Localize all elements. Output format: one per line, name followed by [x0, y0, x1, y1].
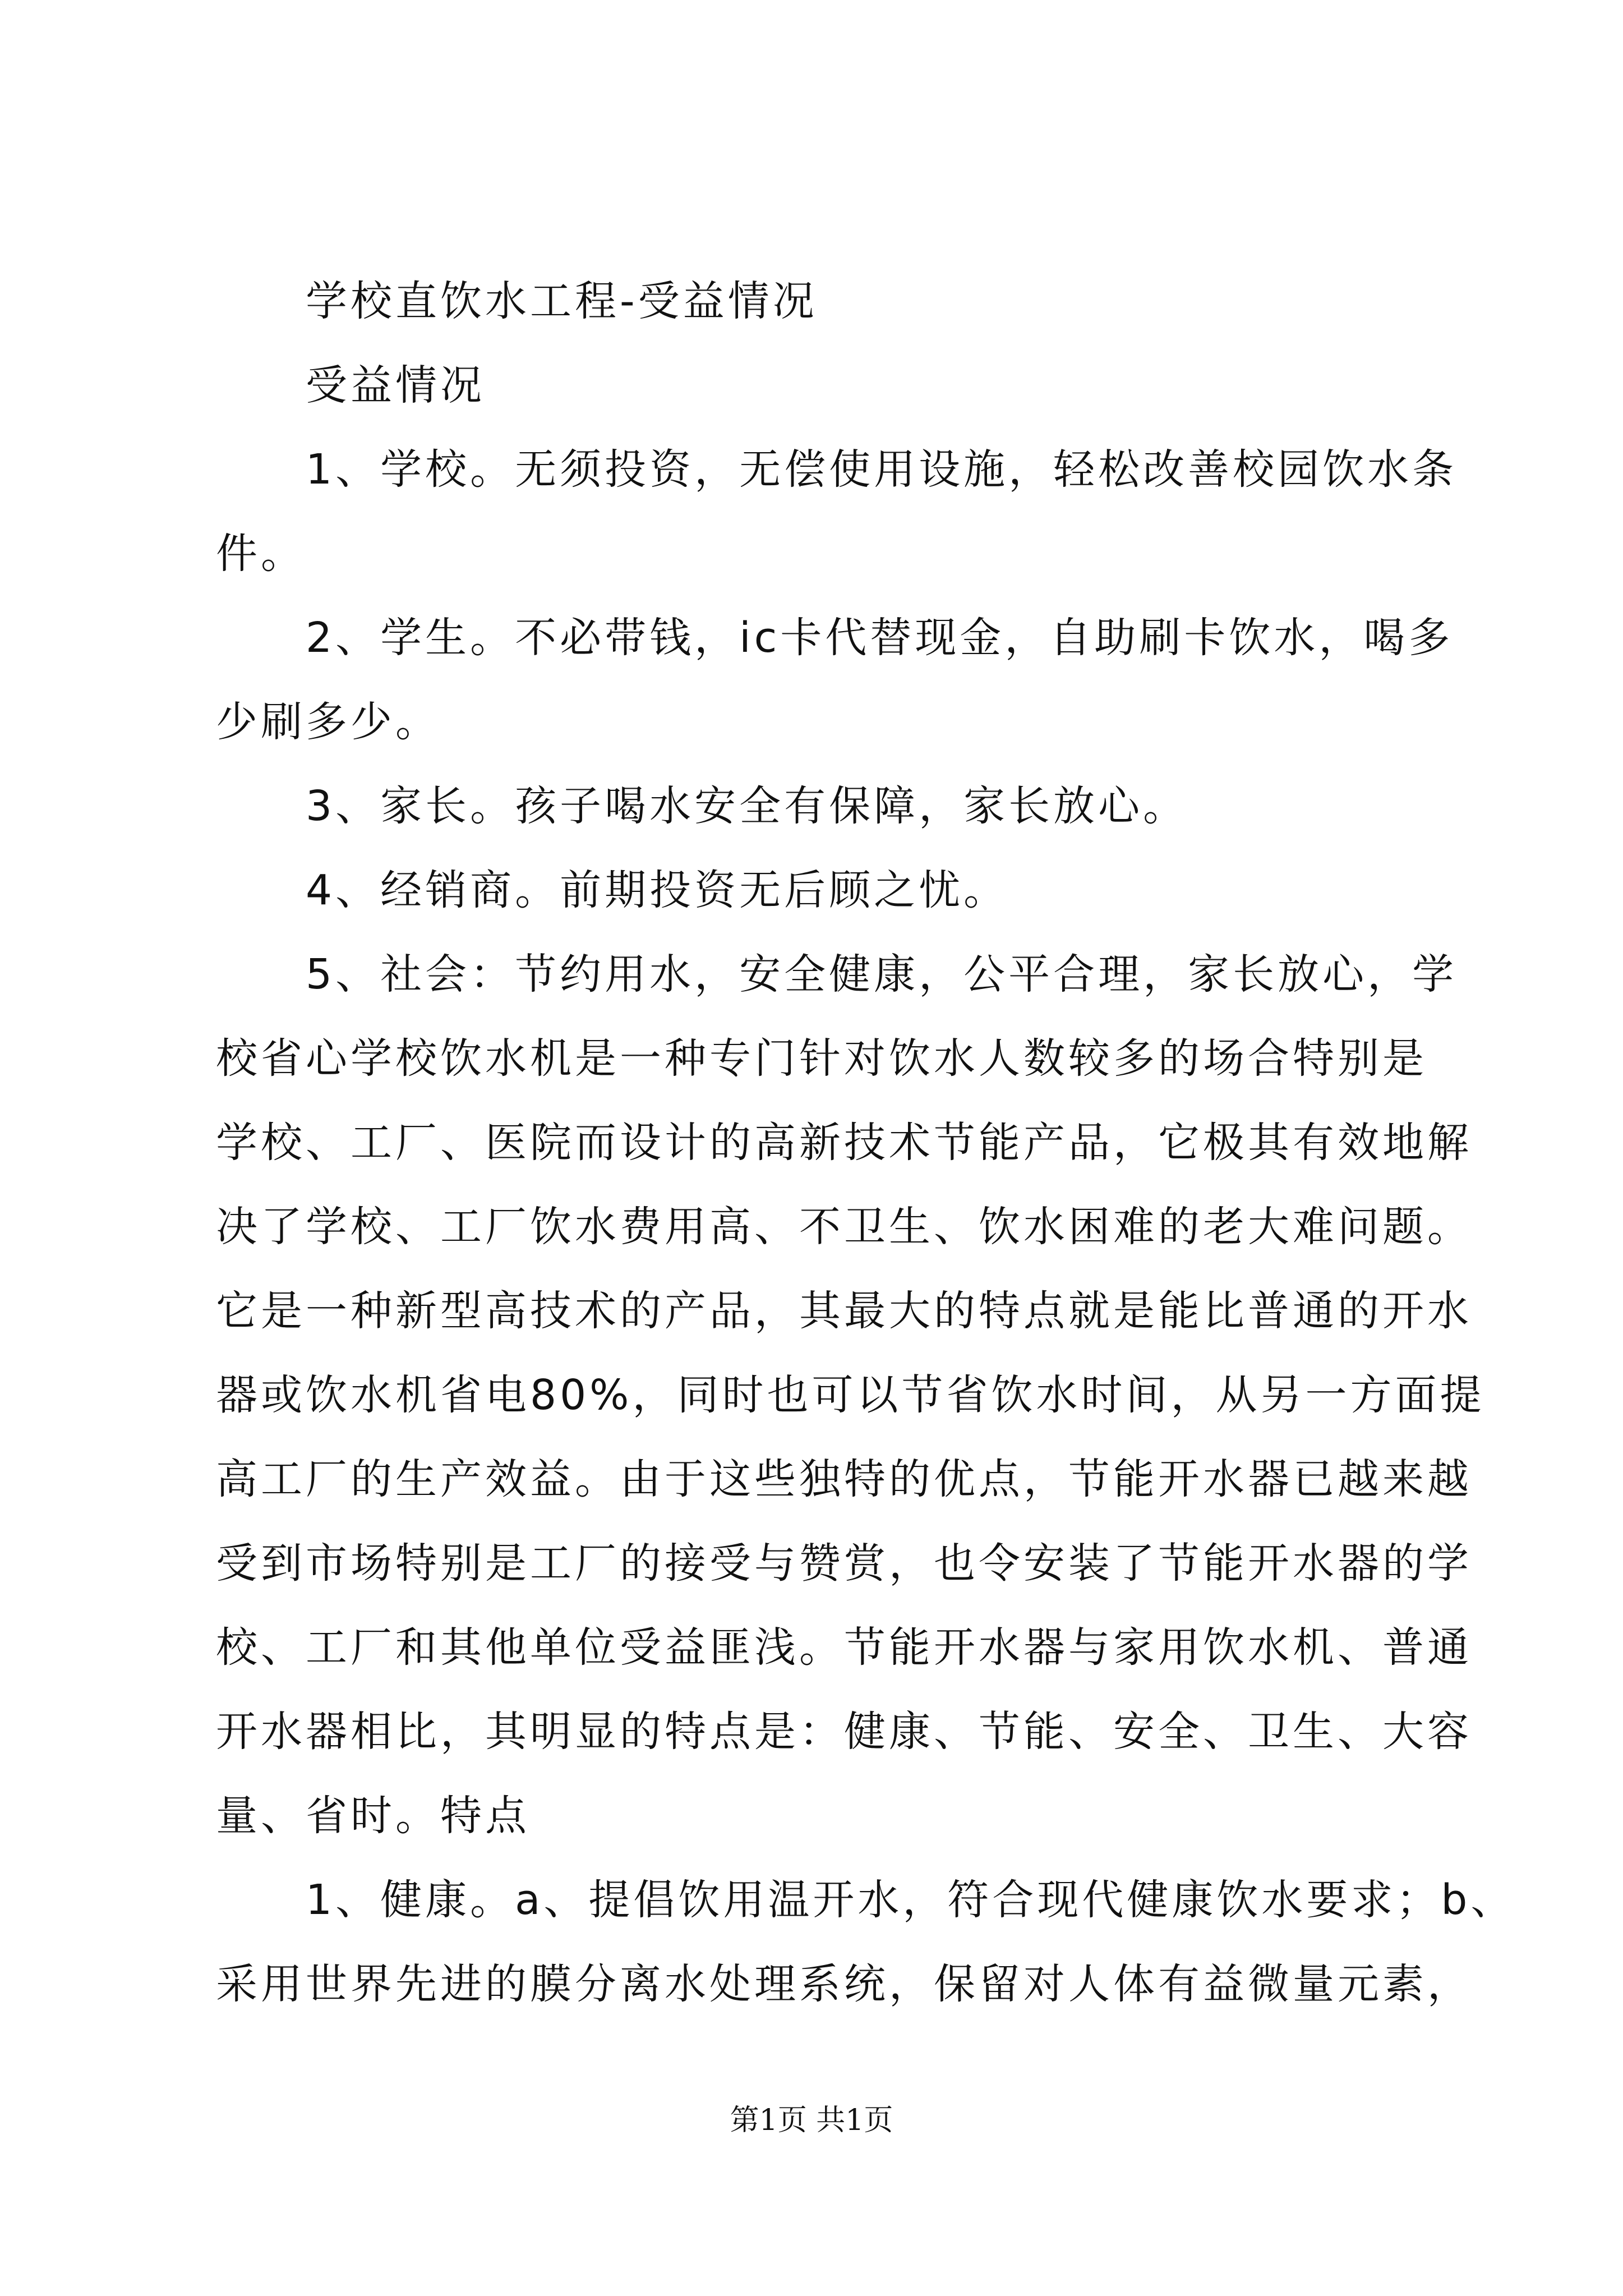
text-line: 1、学校。无须投资，无偿使用设施，轻松改善校园饮水条	[306, 445, 1458, 494]
text-line: 件。	[216, 530, 306, 578]
page-number-footer: 第1页 共1页	[730, 2104, 893, 2137]
text-line: 决了学校、工厂饮水费用高、不卫生、饮水困难的老大难问题。	[216, 1203, 1472, 1251]
text-line: 器或饮水机省电80%，同时也可以节省饮水时间，从另一方面提	[216, 1371, 1485, 1419]
text-line: 开水器相比，其明显的特点是：健康、节能、安全、卫生、大容	[216, 1708, 1472, 1756]
text-line: 受到市场特别是工厂的接受与赞赏，也令安装了节能开水器的学	[216, 1539, 1472, 1588]
document-body	[216, 259, 1516, 2026]
text-line: 高工厂的生产效益。由于这些独特的优点，节能开水器已越来越	[216, 1455, 1472, 1503]
text-line: 3、家长。孩子喝水安全有保障，家长放心。	[306, 782, 1188, 830]
text-line: 校省心学校饮水机是一种专门针对饮水人数较多的场合特别是	[216, 1034, 1427, 1083]
text-line: 校、工厂和其他单位受益匪浅。节能开水器与家用饮水机、普通	[216, 1623, 1472, 1672]
section-heading: 受益情况	[306, 361, 485, 409]
doc-title: 学校直饮水工程-受益情况	[306, 277, 818, 325]
text-line: 学校、工厂、医院而设计的高新技术节能产品，它极其有效地解	[216, 1119, 1472, 1167]
text-line: 采用世界先进的膜分离水处理系统，保留对人体有益微量元素，	[216, 1960, 1472, 2008]
text-line: 2、学生。不必带钱，ic卡代替现金，自助刷卡饮水，喝多	[306, 614, 1454, 662]
text-line: 4、经销商。前期投资无后顾之忧。	[306, 866, 1009, 914]
text-line: 量、省时。特点	[216, 1792, 530, 1840]
text-line: 少刷多少。	[216, 698, 440, 746]
text-line: 1、健康。a、提倡饮用温开水，符合现代健康饮水要求；b、	[306, 1876, 1516, 1924]
text-line: 5、社会：节约用水，安全健康，公平合理，家长放心，学	[306, 950, 1458, 999]
text-line: 它是一种新型高技术的产品，其最大的特点就是能比普通的开水	[216, 1287, 1472, 1335]
